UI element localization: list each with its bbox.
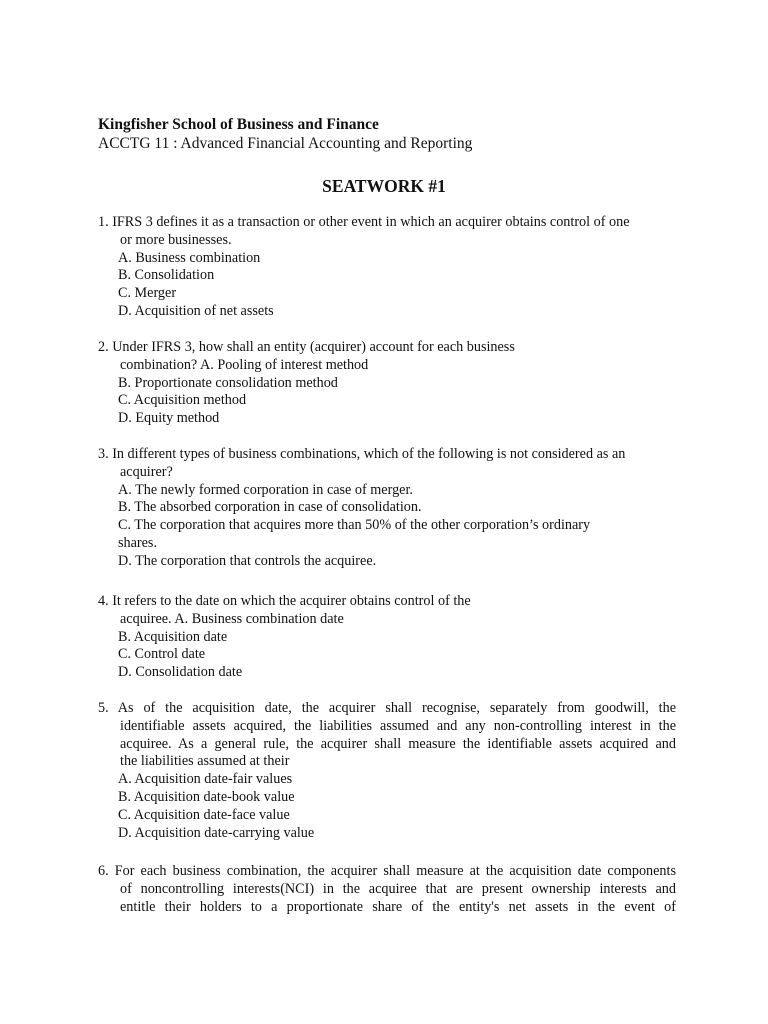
question-3-line-2: acquirer? xyxy=(120,463,173,480)
question-3-option-a: A. The newly formed corporation in case of merger. xyxy=(118,481,413,498)
question-1-option-a: A. Business combination xyxy=(118,249,261,266)
question-4 xyxy=(98,593,676,682)
question-6-line-3: entitle their holders to a proportionate share of the entity's net assets in the event of xyxy=(120,898,676,915)
question-5-option-a: A. Acquisition date-fair values xyxy=(118,771,293,788)
page-title: SEATWORK #1 xyxy=(322,176,446,196)
question-2-option-b: B. Proportionate consolidation method xyxy=(118,374,338,391)
question-5-option-d: D. Acquisition date-carrying value xyxy=(118,824,315,841)
question-5-line-1: 5. As of the acquisition date, the acquirer shall recognise, separately from goodwill, the xyxy=(98,700,676,716)
question-1 xyxy=(98,214,676,321)
question-5-line-4: the liabilities assumed at their xyxy=(120,753,290,770)
question-5-option-c: C. Acquisition date-face value xyxy=(118,806,290,823)
school-name: Kingfisher School of Business and Finance xyxy=(98,116,379,133)
question-6 xyxy=(98,863,676,916)
question-5-line-2: identifiable assets acquired, the liabilities assumed and any non-controlling interest in the xyxy=(120,717,676,734)
question-3-option-d: D. The corporation that controls the acquiree. xyxy=(118,552,377,569)
question-4-option-c: C. Control date xyxy=(118,646,206,663)
question-5-option-b: B. Acquisition date-book value xyxy=(118,788,295,805)
question-1-option-b: B. Consolidation xyxy=(118,267,215,284)
question-3-option-c-cont: shares. xyxy=(118,534,158,551)
question-1-option-d: D. Acquisition of net assets xyxy=(118,302,274,319)
course-title: ACCTG 11 : Advanced Financial Accounting and Reporting xyxy=(98,135,473,152)
question-6-line-1: 6. For each business combination, the acquirer shall measure at the acquisition date components xyxy=(98,863,676,879)
question-6-line-2: of noncontrolling interests(NCI) in the acquiree that are present ownership interests and xyxy=(120,880,676,897)
question-3-option-c: C. The corporation that acquires more than 50% of the other corporation’s ordinary xyxy=(118,517,591,534)
question-4-line-2: acquiree. A. Business combination date xyxy=(120,610,344,627)
question-4-option-b: B. Acquisition date xyxy=(118,628,228,645)
question-4-option-d: D. Consolidation date xyxy=(118,664,243,681)
question-1-line-2: or more businesses. xyxy=(120,231,232,248)
question-3-option-b: B. The absorbed corporation in case of consolidation. xyxy=(118,499,422,516)
question-2-option-c: C. Acquisition method xyxy=(118,392,247,409)
question-2-line-1: 2. Under IFRS 3, how shall an entity (acquirer) account for each business xyxy=(98,339,515,355)
question-3-line-1: 3. In different types of business combinations, which of the following is not considered as an xyxy=(98,446,626,462)
question-5-line-3: acquiree. As a general rule, the acquirer shall measure the identifiable assets acquired and xyxy=(120,735,676,752)
question-4-line-1: 4. It refers to the date on which the acquirer obtains control of the xyxy=(98,593,471,609)
question-1-line-1: 1. IFRS 3 defines it as a transaction or other event in which an acquirer obtains control of one xyxy=(98,214,630,230)
question-2-option-d: D. Equity method xyxy=(118,410,220,427)
question-5 xyxy=(98,700,676,842)
question-1-option-c: C. Merger xyxy=(118,285,177,302)
question-2-line-2: combination? A. Pooling of interest method xyxy=(120,356,369,373)
question-2 xyxy=(98,339,676,428)
question-3 xyxy=(98,446,676,571)
